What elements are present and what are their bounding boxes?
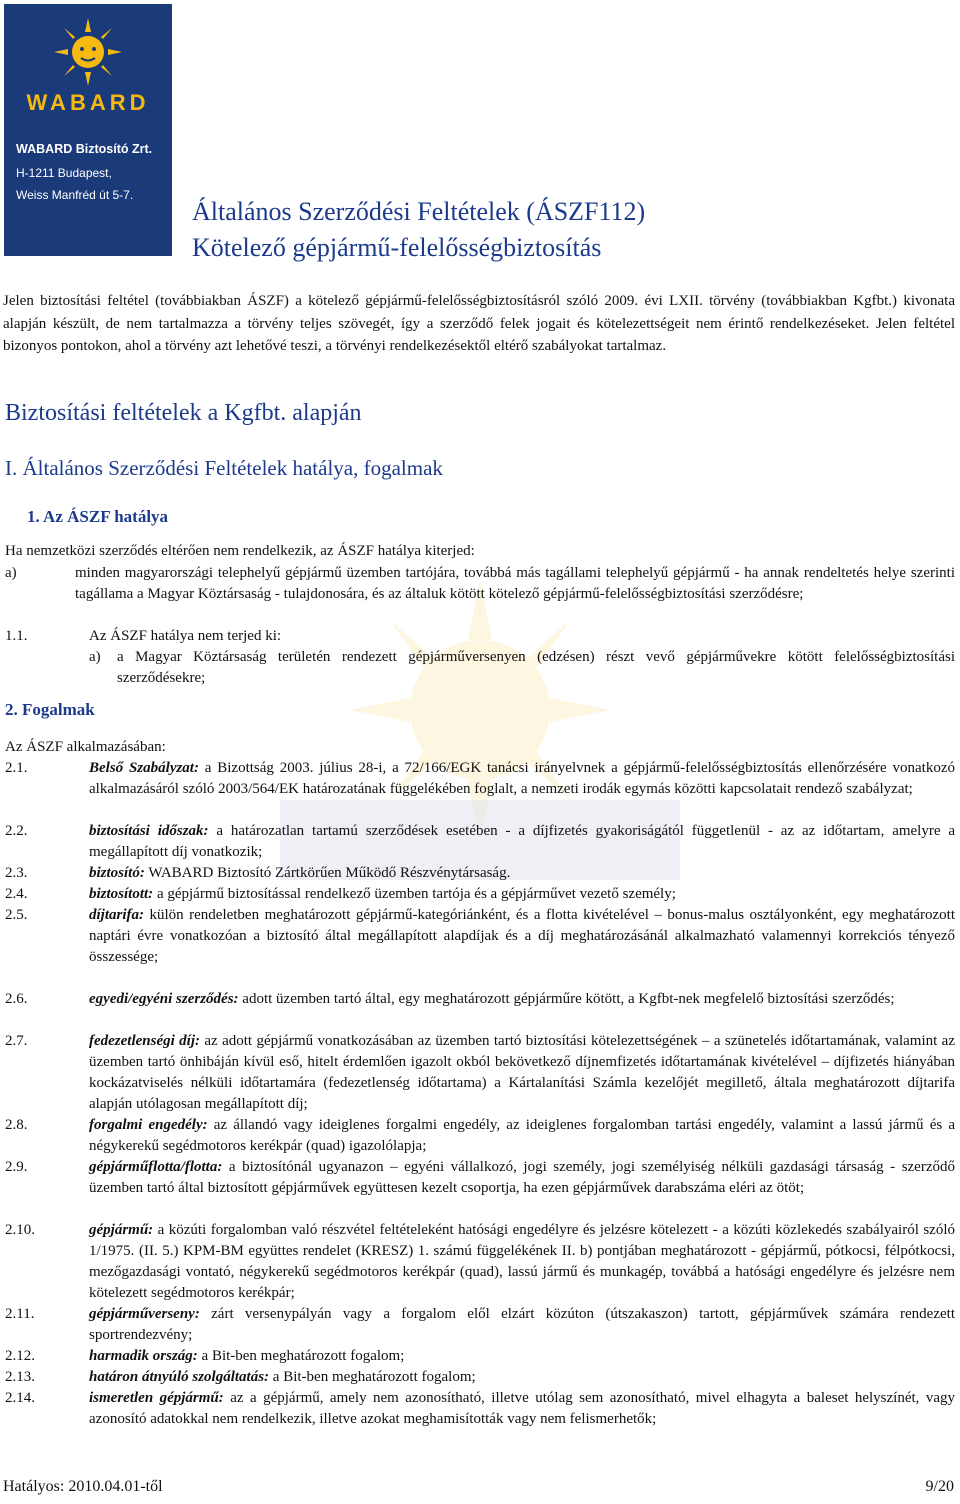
document-title: [192, 194, 645, 266]
definition-body: adott üzemben tartó által, egy meghatározott gépjárműre kötött, a Kgfbt-nek megfelelő biztosítási szerződés;: [238, 991, 895, 1007]
definition-number: 2.2.: [5, 823, 28, 839]
address-line-1: H-1211 Budapest,: [16, 166, 112, 180]
section-heading: I. Általános Szerződési Feltételek hatálya, fogalmak: [5, 456, 443, 480]
definition-term: fedezetlenségi díj:: [89, 1033, 201, 1049]
definition-term: harmadik ország:: [89, 1348, 198, 1364]
scope-item-1-1-a-label: a): [89, 649, 101, 665]
definition-body: zárt versenypályán vagy a forgalom elől elzárt közúton (útszakaszon) tartott, gépjárművek számára rendezett sportrendezvény;: [89, 1306, 955, 1343]
definition-term: forgalmi engedély:: [89, 1117, 208, 1133]
company-name: WABARD Biztosító Zrt.: [16, 142, 153, 156]
main-heading: Biztosítási feltételek a Kgfbt. alapján: [5, 400, 362, 426]
definition-text: [89, 1304, 955, 1346]
intro-paragraph: Jelen biztosítási feltétel (továbbiakban ÁSZF) a kötelező gépjármű-felelősségbiztosításról szóló 2009. évi LXII. törvény (továbbiakban Kgfbt.) kivonata alapján készült, de nem tartalmazza a törvény teljes szövegét, így a szerződő felek jogait és kötelezettségeit nem érintő rendelkezéseket. Jelen feltétel bizonyos pontokon, ahol a törvény azt lehetővé teszi, a törvényi rendelkezésektől eltérő szabályokat tartalmaz.: [3, 293, 955, 354]
definition-number: 2.6.: [5, 991, 28, 1007]
definition-number: 2.14.: [5, 1390, 35, 1406]
definition-text: [89, 905, 955, 968]
definition-body: az állandó vagy ideiglenes forgalmi engedély, az ideiglenes forgalomban tartási engedély, valamint a lassú jármű és a négykerekű segédmotoros kerékpár (quad) igazolólapja;: [89, 1117, 955, 1154]
subsection-heading-definitions: 2. Fogalmak: [5, 700, 95, 719]
definition-term: Belső Szabályzat:: [89, 760, 199, 776]
title-line-1: Általános Szerződési Feltételek (ÁSZF112): [192, 197, 646, 226]
definition-term: gépjárműverseny:: [89, 1306, 200, 1322]
definition-term: ismeretlen gépjármű:: [89, 1390, 224, 1406]
address-line-2: Weiss Manfréd út 5-7.: [16, 188, 134, 202]
definition-body: a Bizottság 2003. július 28-i, a 72/166/EGK tanácsi irányelvnek a gépjármű-felelősségbiztosítás ellenőrzésére vonatkozó alkalmazásáról szóló 2003/564/EK határozatának függelékében foglalt, a nemzeti irodák egymás közötti kapcsolatait rendező szabályzat;: [89, 760, 955, 797]
definition-number: 2.11.: [5, 1306, 35, 1322]
definition-term: gépjárműflotta/flotta:: [89, 1159, 223, 1175]
definition-term: gépjármű:: [89, 1222, 154, 1238]
definition-term: biztosított:: [89, 886, 154, 902]
definition-number: 2.10.: [5, 1222, 35, 1238]
definition-text: [89, 821, 955, 863]
title-line-2: Kötelező gépjármű-felelősségbiztosítás: [192, 233, 602, 262]
definition-text: [89, 863, 955, 884]
definition-body: az a gépjármű, amely nem azonosítható, illetve utólag sem azonosítható, mivel elhagyta a baleset helyszínét, vagy azonosító adatokkal nem rendelkezik, illetve azokat meghamisították vagy nem felismerhetők;: [89, 1390, 956, 1427]
definition-number: 2.8.: [5, 1117, 28, 1133]
definition-number: 2.9.: [5, 1159, 28, 1175]
definition-body: a biztosítónál ugyanazon – egyéni vállalkozó, jogi személy, jogi személyiség nélküli gazdasági társaság - szerződő üzemben tartó által biztosított gépjárművek együttesen kezelt csoportja, ha ezen gépjárművek darabszáma eléri az ötöt;: [89, 1159, 955, 1196]
definition-number: 2.7.: [5, 1033, 28, 1049]
definition-term: biztosító:: [89, 865, 145, 881]
definition-number: 2.1.: [5, 760, 28, 776]
definition-text: [89, 1346, 955, 1367]
scope-item-1-1-label: 1.1.: [5, 628, 28, 644]
scope-item-1-1-a: [89, 647, 955, 689]
definition-number: 2.4.: [5, 886, 28, 902]
subsection-heading-scope: 1. Az ÁSZF hatálya: [27, 507, 169, 526]
scope-item-1-1-text: Az ÁSZF hatálya nem terjed ki:: [89, 628, 282, 644]
definition-number: 2.12.: [5, 1348, 35, 1364]
definitions-intro: Az ÁSZF alkalmazásában:: [5, 739, 166, 755]
definition-term: határon átnyúló szolgáltatás:: [89, 1369, 270, 1385]
definition-text: [89, 1367, 955, 1388]
definition-text: [89, 1115, 955, 1157]
scope-item-a-label: a): [5, 565, 17, 581]
definition-body: az adott gépjármű vonatkozásában az üzemben tartó biztosítási kötelezettségének – a szünetelés időtartamának, valamint az üzemben tartó önhibáján kívül eső, hitelt érdemlően igazolt okból bekövetkező díjnemfizetés időtartamának kivételével – díjfizetés hiányában kockázatviselés nélküli időtartamára (fedezetlenség időtartama) a Kártalanítási Számla kezelőjét megillető, általa meghatározott díjtarifa alapján utólagosan megállapított díj;: [89, 1033, 955, 1112]
definition-text: [89, 758, 955, 800]
scope-intro: Ha nemzetközi szerződés eltérően nem rendelkezik, az ÁSZF hatálya kiterjed:: [5, 543, 475, 559]
definition-number: 2.13.: [5, 1369, 35, 1385]
definition-number: 2.3.: [5, 865, 28, 881]
scope-item-a-text: minden magyarországi telephelyű gépjármű üzemben tartójára, továbbá más tagállami telephelyű gépjármű - ha annak rendeltetés helye szerinti tagállama a Magyar Köztársaság - tulajdonosára, és az általuk kötött kötelező gépjármű-felelősségbiztosítási szerződésre;: [75, 565, 955, 602]
definition-body: WABARD Biztosító Zártkörűen Működő Részvénytársaság.: [144, 865, 511, 881]
company-logo-panel: [4, 4, 172, 256]
footer-page-number: 9/20: [925, 1478, 954, 1495]
scope-item-1-1: [5, 626, 955, 647]
definition-body: a határozatlan tartamú szerződések esetében - a díjfizetés gyakoriságától függetlenül - az az időtartam, amelyre a megállapított díj vonatkozik;: [89, 823, 956, 860]
definition-body: a gépjármű biztosítással rendelkező üzemben tartója és a gépjárművet vezető személy;: [153, 886, 676, 902]
definition-text: [89, 1388, 955, 1430]
definition-text: [89, 989, 955, 1010]
brand-wordmark: WABARD: [26, 90, 150, 115]
definition-term: biztosítási időszak:: [89, 823, 209, 839]
definition-text: [89, 1031, 955, 1115]
definition-body: külön rendeletben meghatározott gépjármű-kategóriánként, és a flotta kivételével – bonus-malus osztályonként, egy meghatározott naptári évre vonatkozóan a biztosító által megállapított alapdíjak és a díj meghatározásánál alkalmazható valamennyi korrekciós tényező összessége;: [89, 907, 955, 965]
company-address: [16, 162, 133, 206]
definition-term: díjtarifa:: [89, 907, 144, 923]
footer-effective-date: Hatályos: 2010.04.01-től: [3, 1478, 163, 1495]
definition-term: egyedi/egyéni szerződés:: [89, 991, 239, 1007]
definition-text: [89, 1220, 955, 1304]
sun-logo-icon: [54, 18, 122, 86]
definition-number: 2.5.: [5, 907, 28, 923]
definition-body: a Bit-ben meghatározott fogalom;: [197, 1348, 405, 1364]
definition-body: a Bit-ben meghatározott fogalom;: [269, 1369, 476, 1385]
definition-text: [89, 884, 955, 905]
definition-text: [89, 1157, 955, 1199]
definition-body: a közúti forgalomban való részvétel feltételeként hatósági engedélyre és jelzésre kötelezett - a közúti közlekedés szabályairól szóló 1/1975. (II. 5.) KPM-BM együttes rendelet (KRESZ) 1. számú függelékének II. b) pontjában meghatározott - gépjármű, pótkocsi, félpótkocsi, mezőgazdasági vontató, négykerekű segédmotoros kerékpár (quad), lassú jármű és munkagép, továbbá a hatósági engedélyre és jelzésre nem kötelezett segédmotoros kerékpár;: [89, 1222, 955, 1301]
scope-item-1-1-a-text: a Magyar Köztársaság területén rendezett gépjárműversenyen (edzésen) részt vevő gépjárművekre kötött felelősségbiztosítási szerződésekre;: [117, 649, 955, 686]
